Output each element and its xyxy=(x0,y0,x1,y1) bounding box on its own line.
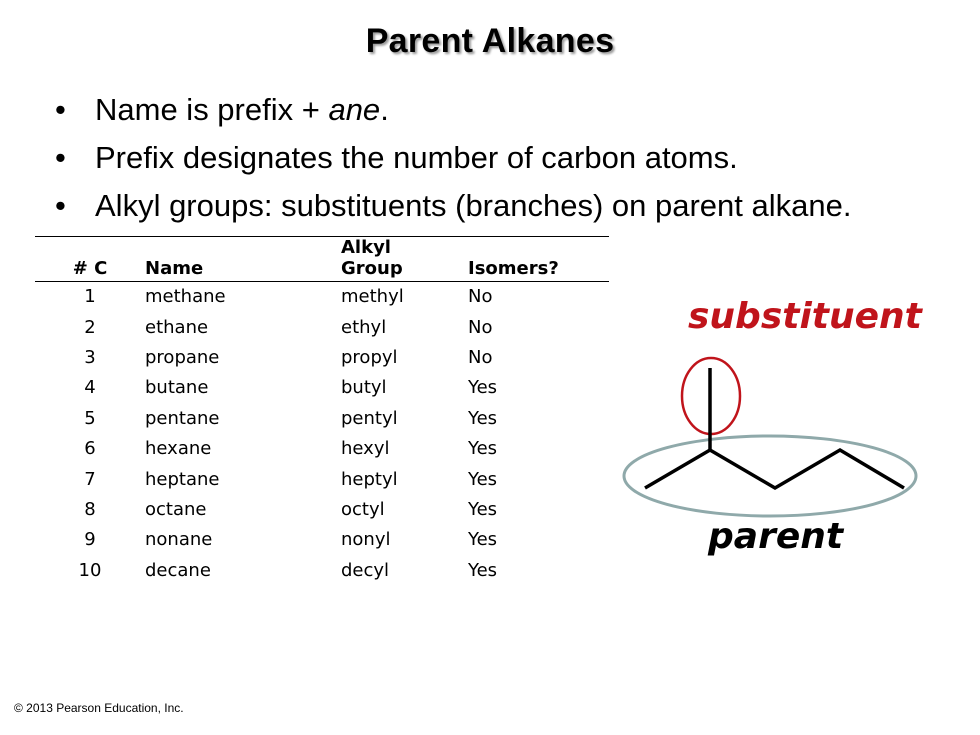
cell-name: decane xyxy=(145,559,211,581)
cell-name: propane xyxy=(145,346,220,368)
alkane-table xyxy=(35,236,609,586)
cell-alkyl-group: ethyl xyxy=(341,316,387,338)
cell-isomers: No xyxy=(468,316,493,338)
cell-carbon-count: 1 xyxy=(84,286,96,308)
bullet-item: • Alkyl groups: substituents (branches) on parent alkane. xyxy=(55,182,851,230)
cell-isomers: Yes xyxy=(468,559,498,581)
cell-isomers: No xyxy=(468,286,493,308)
cell-isomers: Yes xyxy=(468,498,498,520)
cell-carbon-count: 7 xyxy=(84,468,96,490)
cell-alkyl-group: propyl xyxy=(341,346,398,368)
cell-alkyl-group: hexyl xyxy=(341,438,390,460)
cell-alkyl-group: pentyl xyxy=(341,407,398,429)
cell-carbon-count: 3 xyxy=(84,346,96,368)
header-alkyl-line1: Alkyl xyxy=(341,237,391,258)
cell-isomers: Yes xyxy=(468,377,498,399)
cell-name: pentane xyxy=(145,407,220,429)
cell-alkyl-group: heptyl xyxy=(341,468,398,490)
cell-name: butane xyxy=(145,377,209,399)
cell-alkyl-group: nonyl xyxy=(341,529,391,551)
cell-name: heptane xyxy=(145,468,220,490)
cell-carbon-count: 4 xyxy=(84,377,96,399)
table-header-row xyxy=(35,237,609,282)
cell-carbon-count: 6 xyxy=(84,438,96,460)
bullet-text: Name is prefix + xyxy=(95,92,329,127)
header-alkyl-group xyxy=(341,237,468,282)
cell-isomers: Yes xyxy=(468,529,498,551)
alkane-table-container xyxy=(35,236,609,586)
cell-alkyl-group: decyl xyxy=(341,559,390,581)
table-row xyxy=(35,464,609,494)
copyright-notice: © 2013 Pearson Education, Inc. xyxy=(14,701,184,715)
slide-title: Parent Alkanes xyxy=(365,22,615,60)
bullet-list xyxy=(55,86,851,230)
substituent-label: substituent xyxy=(688,296,922,337)
table-body xyxy=(35,282,609,586)
bullet-item xyxy=(55,86,851,134)
table-row xyxy=(35,282,609,313)
cell-carbon-count: 10 xyxy=(78,559,102,581)
header-carbon-count: # C xyxy=(72,258,108,279)
parent-chain xyxy=(645,450,904,488)
cell-isomers: No xyxy=(468,346,493,368)
parent-label: parent xyxy=(708,516,844,557)
table-row xyxy=(35,404,609,434)
cell-carbon-count: 9 xyxy=(84,529,96,551)
cell-name: octane xyxy=(145,498,207,520)
table-row xyxy=(35,434,609,464)
table-row xyxy=(35,343,609,373)
header-isomers: Isomers? xyxy=(468,258,559,279)
cell-isomers: Yes xyxy=(468,468,498,490)
cell-name: nonane xyxy=(145,529,213,551)
bullet-emphasis: ane xyxy=(328,92,381,127)
cell-isomers: Yes xyxy=(468,407,498,429)
table-row xyxy=(35,556,609,586)
cell-alkyl-group: methyl xyxy=(341,286,404,308)
cell-alkyl-group: butyl xyxy=(341,377,387,399)
table-row xyxy=(35,312,609,342)
table-row xyxy=(35,525,609,555)
table-row xyxy=(35,373,609,403)
cell-alkyl-group: octyl xyxy=(341,498,385,520)
cell-name: hexane xyxy=(145,438,212,460)
table-row xyxy=(35,495,609,525)
cell-name: methane xyxy=(145,286,226,308)
cell-carbon-count: 5 xyxy=(84,407,96,429)
header-name: Name xyxy=(145,258,204,279)
bullet-text-end: . xyxy=(380,92,389,127)
cell-carbon-count: 2 xyxy=(84,316,96,338)
header-alkyl-line2: Group xyxy=(341,258,403,279)
cell-carbon-count: 8 xyxy=(84,498,96,520)
cell-name: ethane xyxy=(145,316,209,338)
bullet-item: • Prefix designates the number of carbon atoms. xyxy=(55,134,851,182)
cell-isomers: Yes xyxy=(468,438,498,460)
